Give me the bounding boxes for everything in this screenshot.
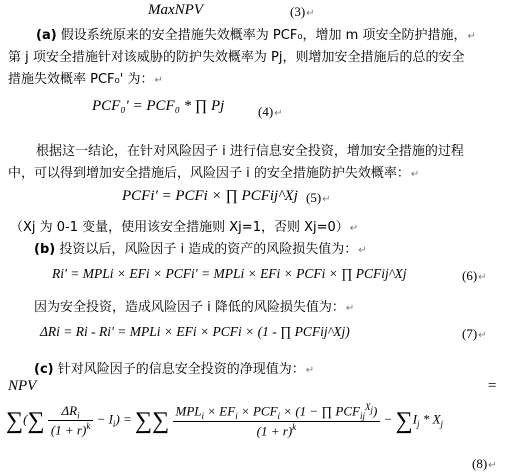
equation-8-equals: = (488, 378, 497, 394)
equation-number-6: (6)↵ (462, 268, 487, 283)
paragraph-b2: 因为安全投资，造成风险因子 i 降低的风险损失值为：↵ (34, 300, 355, 315)
equation-number-8: (8)↵ (472, 456, 497, 471)
paragraph-b: (b) 投资以后，风险因子 i 造成的资产的风险损失值为：↵ (34, 242, 367, 257)
equation-number-5: (5)↵ (306, 190, 331, 205)
paragraph-cont-line2: 中，可以得到增加安全措施后，风险因子 i 的安全措施防护失效概率：↵ (8, 166, 420, 181)
equation-5: PCFi' = PCFi × ∏ PCFij^Xj (122, 188, 298, 204)
note-xj: （Xj 为 0-1 变量，使用该安全措施则 Xj=1，否则 Xj=0）↵ (10, 220, 359, 235)
equation-7: ΔRi = Ri - Ri' = MPLi × EFi × PCFi × (1 - ∏ PCFij^Xj) (40, 324, 350, 339)
paragraph-a-line2: 第 j 项安全措施针对该威胁的防护失效概率为 Pj，则增加安全措施后的总的安全 (8, 50, 465, 65)
equation-number-3: (3)↵ (290, 4, 315, 19)
equation-6: Ri' = MPLi × EFi × PCFi' = MPLi × EFi × PCFi × ∏ PCFij^Xj (52, 266, 407, 281)
equation-8-lhs: NPV (8, 378, 37, 394)
equation-4: PCF₀' = PCF₀ * ∏ Pj (92, 98, 225, 114)
heading-maxnpv: MaxNPV (148, 2, 203, 18)
equation-8-body: ∑(∑ $\frac{\Delta R_i}{(1 + r)^k}$ − $I_i$) = ∑∑ $\frac{MPL_i \times EF_i \times PCF_i \times (1 - \prod PCF_{ij}^{X_j})}{(1 + r)^k}$ − $\sum I_j * X_j$ (6, 402, 444, 439)
equation-number-7: (7)↵ (462, 326, 487, 341)
paragraph-cont-line1: 根据这一结论，在针对风险因子 i 进行信息安全投资，增加安全措施的过程 (36, 144, 464, 159)
paragraph-c: (c) 针对风险因子的信息安全投资的净现值为：↵ (34, 362, 315, 377)
paragraph-a-line3: 措施失效概率 PCF₀' 为：↵ (8, 72, 163, 87)
paragraph-a-line1: (a) 假设系统原来的安全措施失效概率为 PCF₀，增加 m 项安全防护措施，↵ (36, 28, 476, 43)
equation-number-4: (4)↵ (258, 104, 283, 119)
